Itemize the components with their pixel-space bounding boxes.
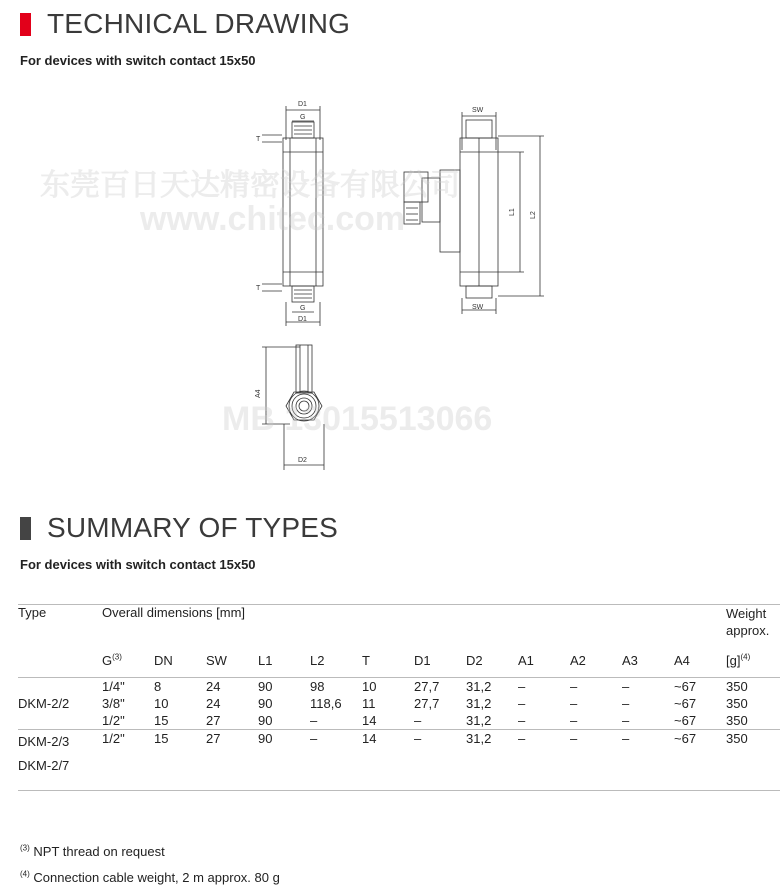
cell-d2: 31,2 31,2 31,2: [466, 679, 492, 728]
section-title-summary: SUMMARY OF TYPES: [20, 514, 338, 542]
label-a4: A4: [255, 389, 262, 398]
front-view: [262, 106, 323, 326]
dark-bar: [20, 517, 31, 540]
cell-sw: 27: [206, 731, 221, 746]
cell-dn: 15: [154, 731, 169, 746]
col-dn: DN: [154, 653, 206, 678]
cell-sw: 24 24 27: [206, 679, 221, 728]
col-d1: D1: [414, 653, 466, 678]
label-l2: L2: [530, 211, 537, 219]
col-d2: D2: [466, 653, 518, 678]
header-weight: Weight approx.: [726, 606, 770, 638]
label-sw-top: SW: [472, 107, 484, 114]
label-d2: D2: [298, 457, 307, 464]
col-a3: A3: [622, 653, 674, 678]
cell-d1: –: [414, 731, 422, 746]
col-l2: L2: [310, 653, 362, 678]
col-a4: A4: [674, 653, 726, 678]
label-sw-bottom: SW: [472, 304, 484, 311]
cell-a3: – – –: [622, 679, 630, 728]
cell-l2: –: [310, 731, 318, 746]
cell-a2: –: [570, 731, 578, 746]
col-sw: SW: [206, 653, 258, 678]
table-row: [18, 730, 780, 791]
col-t: T: [362, 653, 414, 678]
col-weight-g: $[g]^{(4)}$: [726, 653, 780, 678]
label-g-top: G: [300, 114, 306, 121]
watermark-company: 东莞百日天达精密设备有限公司: [40, 169, 460, 202]
label-l1: L1: [509, 208, 516, 216]
cell-a3: –: [622, 731, 630, 746]
technical-subtitle: For devices with switch contact 15x50: [20, 53, 256, 68]
cell-t: 14: [362, 731, 377, 746]
cell-a4: ~67: [674, 731, 697, 746]
footnote-3: $^{(3)}$ NPT thread on request: [20, 843, 165, 859]
cell-g: 1/4" 3/8" 1/2": [102, 679, 125, 728]
table-header-row-1: [18, 605, 780, 654]
label-d1-top: D1: [298, 101, 307, 108]
label-d1-bottom: D1: [298, 316, 307, 323]
table-header-row-2: [18, 653, 780, 678]
cell-a4: ~67 ~67 ~67: [674, 679, 697, 728]
cell-g: 1/2": [102, 731, 125, 746]
cell-d2: 31,2: [466, 731, 492, 746]
cell-weight: 350 350 350: [726, 679, 748, 728]
label-t-bottom: T: [256, 285, 261, 292]
watermark-url: www.chitec.com: [140, 200, 406, 238]
cell-l1: 90: [258, 731, 273, 746]
cell-a1: –: [518, 731, 526, 746]
summary-subtitle: For devices with switch contact 15x50: [20, 557, 256, 572]
footnote-4: $^{(4)}$ Connection cable weight, 2 m approx. 80 g: [20, 869, 280, 885]
table-row: [18, 678, 780, 730]
col-a1: A1: [518, 653, 570, 678]
cell-a1: – – –: [518, 679, 526, 728]
section-title-technical-drawing: TECHNICAL DRAWING: [20, 10, 350, 38]
cell-dn: 8 10 15: [154, 679, 169, 728]
side-view: [404, 112, 544, 314]
header-overall: Overall dimensions [mm]: [102, 605, 246, 620]
cell-d1: 27,7 27,7 –: [414, 679, 440, 728]
col-l1: L1: [258, 653, 310, 678]
cell-weight: 350: [726, 731, 748, 746]
label-t-top: T: [256, 136, 261, 143]
col-g: $G^{(3)}$: [102, 653, 154, 678]
bottom-view: [262, 345, 324, 470]
watermark-phone: MB 13015513066: [222, 400, 493, 438]
cell-a2: – – –: [570, 679, 578, 728]
cell-type: DKM-2/2: [18, 696, 70, 711]
cell-l2: 98 118,6 –: [310, 679, 342, 728]
summary-table: [18, 604, 780, 791]
header-type: Type: [18, 605, 47, 620]
cell-type: DKM-2/3 DKM-2/7: [18, 734, 70, 773]
cell-l1: 90 90 90: [258, 679, 273, 728]
cell-t: 10 11 14: [362, 679, 377, 728]
label-g-bottom: G: [300, 305, 306, 312]
col-a2: A2: [570, 653, 622, 678]
